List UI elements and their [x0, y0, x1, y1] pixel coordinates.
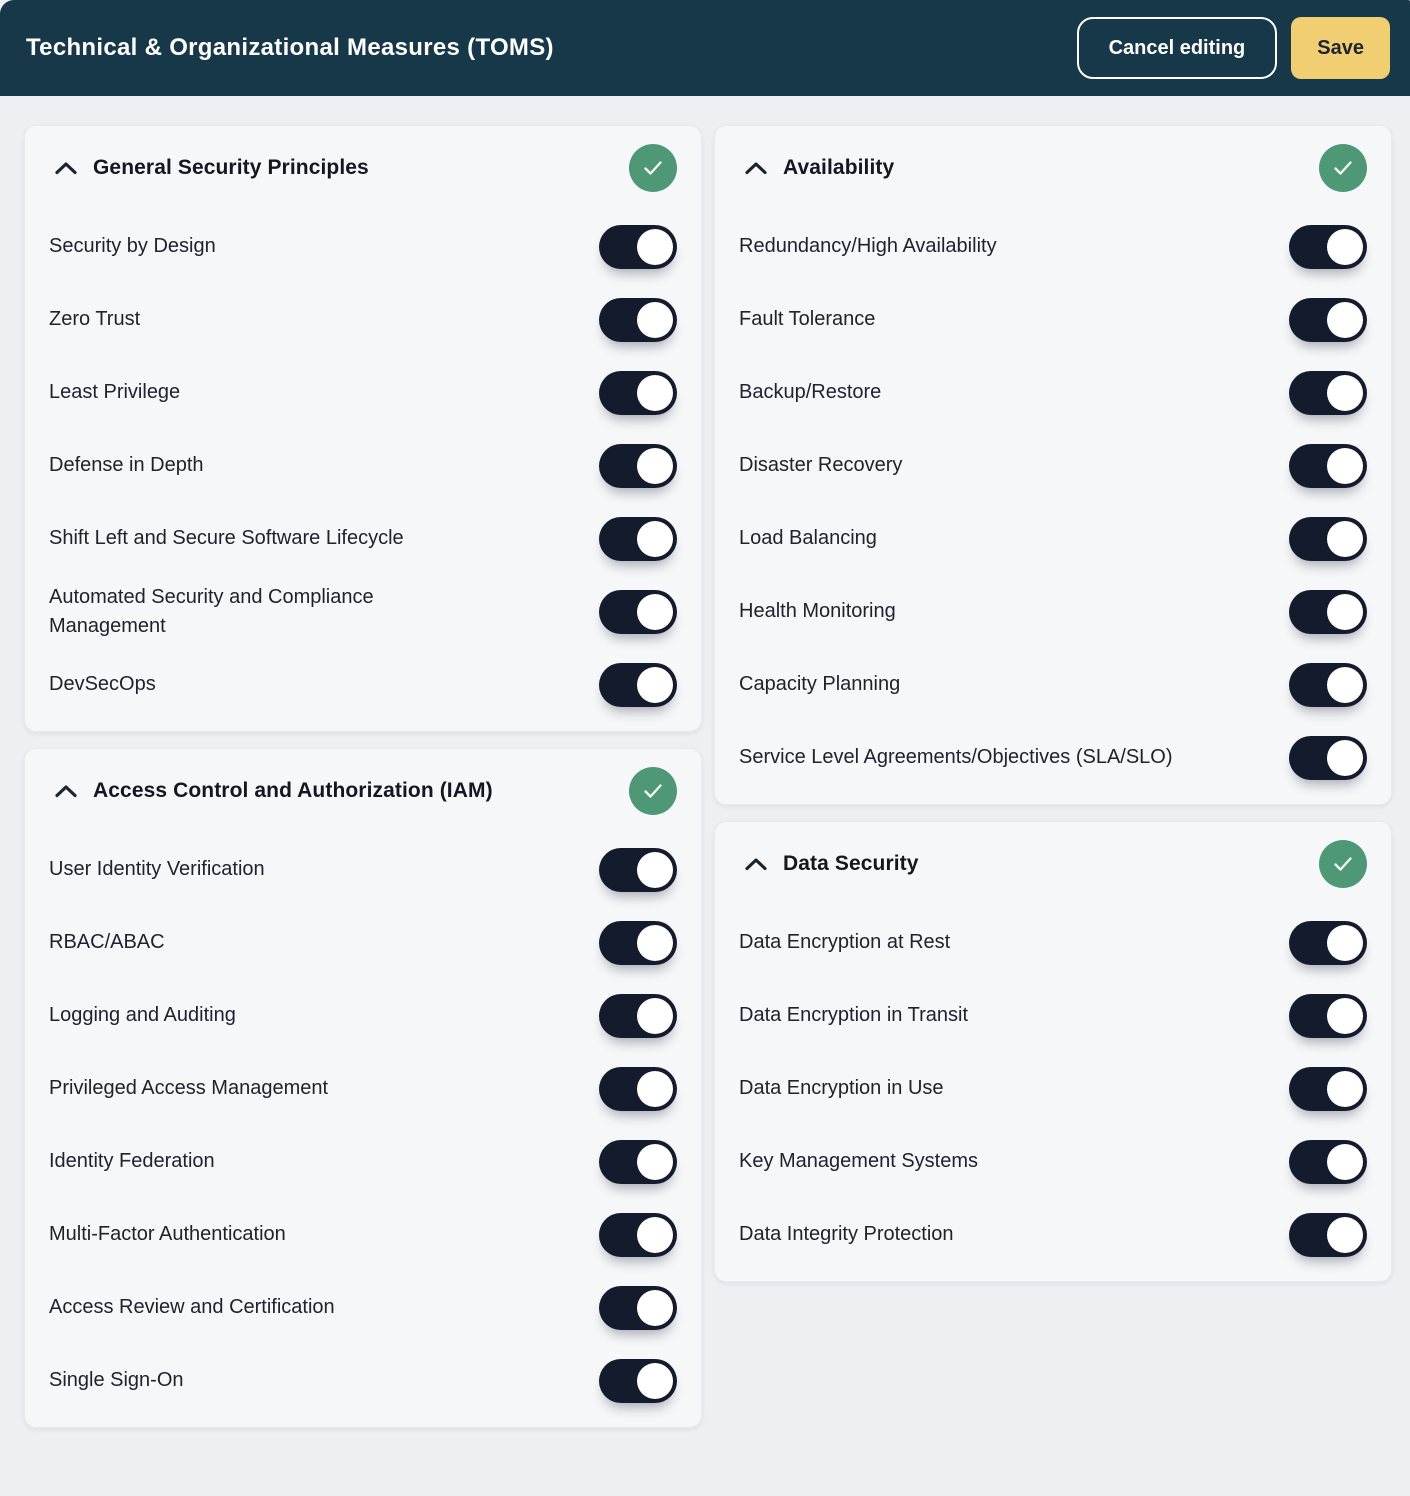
- measure-label: Key Management Systems: [739, 1150, 978, 1172]
- measure-label: Data Encryption in Use: [739, 1077, 944, 1099]
- right-column: [714, 125, 1392, 1282]
- measure-label: Logging and Auditing: [49, 1004, 236, 1026]
- toggle-knob: [1327, 229, 1363, 265]
- toggle-knob: [1327, 925, 1363, 961]
- measure-toggle[interactable]: [599, 225, 677, 269]
- section-rows: [49, 833, 677, 1417]
- measure-toggle[interactable]: [599, 848, 677, 892]
- section-title: Data Security: [783, 852, 919, 875]
- collapse-section-button[interactable]: [49, 774, 83, 808]
- measure-row: [49, 1344, 677, 1417]
- measure-label: Backup/Restore: [739, 381, 882, 403]
- section-title: Availability: [783, 156, 895, 179]
- section-title: Access Control and Authorization (IAM): [93, 779, 493, 802]
- measure-toggle[interactable]: [599, 444, 677, 488]
- page-header: [0, 0, 1410, 96]
- measure-toggle[interactable]: [599, 1286, 677, 1330]
- section-complete-badge: [629, 767, 677, 815]
- check-icon: [1331, 852, 1355, 876]
- toggle-knob: [637, 925, 673, 961]
- toggle-knob: [637, 667, 673, 703]
- section-complete-badge: [1319, 840, 1367, 888]
- measure-toggle[interactable]: [599, 1213, 677, 1257]
- measure-label: Disaster Recovery: [739, 454, 903, 476]
- measure-row: [49, 1052, 677, 1125]
- measures-section-card: [24, 125, 702, 732]
- measure-row: [739, 1125, 1367, 1198]
- toggle-knob: [637, 1144, 673, 1180]
- measure-label: Defense in Depth: [49, 454, 204, 476]
- measure-toggle[interactable]: [1289, 371, 1367, 415]
- measure-row: [49, 429, 677, 502]
- measure-label: Service Level Agreements/Objectives (SLA/SLO): [739, 746, 1173, 768]
- measure-row: [739, 979, 1367, 1052]
- measure-row: [49, 833, 677, 906]
- measure-label: Identity Federation: [49, 1150, 215, 1172]
- measure-row: [739, 1052, 1367, 1125]
- toggle-knob: [1327, 740, 1363, 776]
- measure-label: Privileged Access Management: [49, 1077, 329, 1099]
- measure-toggle[interactable]: [599, 921, 677, 965]
- toggle-knob: [637, 521, 673, 557]
- toggle-knob: [637, 448, 673, 484]
- check-icon: [641, 779, 665, 803]
- measure-label: Data Encryption in Transit: [739, 1004, 968, 1026]
- measure-label: Health Monitoring: [739, 600, 896, 622]
- measure-toggle[interactable]: [1289, 1067, 1367, 1111]
- save-button[interactable]: Save: [1291, 17, 1390, 79]
- measure-row: [739, 502, 1367, 575]
- measure-toggle[interactable]: [599, 371, 677, 415]
- measure-toggle[interactable]: [599, 1067, 677, 1111]
- section-rows: [739, 906, 1367, 1271]
- toggle-knob: [637, 229, 673, 265]
- measure-row: [49, 1271, 677, 1344]
- left-column: [24, 125, 702, 1428]
- chevron-up-icon: [54, 784, 78, 798]
- section-header: [739, 840, 1367, 888]
- measures-section-card: [24, 748, 702, 1428]
- measure-toggle[interactable]: [1289, 994, 1367, 1038]
- toggle-knob: [1327, 667, 1363, 703]
- measure-row: [49, 575, 677, 648]
- check-icon: [641, 156, 665, 180]
- section-header: [49, 144, 677, 192]
- measure-row: [739, 429, 1367, 502]
- measure-label: Capacity Planning: [739, 673, 901, 695]
- measure-row: [739, 283, 1367, 356]
- measure-label: RBAC/ABAC: [49, 931, 165, 953]
- measure-row: [739, 210, 1367, 283]
- chevron-up-icon: [744, 161, 768, 175]
- toggle-knob: [1327, 448, 1363, 484]
- measure-label: Data Encryption at Rest: [739, 931, 951, 953]
- measure-toggle[interactable]: [1289, 590, 1367, 634]
- section-complete-badge: [629, 144, 677, 192]
- toggle-knob: [1327, 1217, 1363, 1253]
- toggle-knob: [637, 1290, 673, 1326]
- toggle-knob: [637, 852, 673, 888]
- measure-label: User Identity Verification: [49, 858, 265, 880]
- toggle-knob: [637, 594, 673, 630]
- toggle-knob: [1327, 1071, 1363, 1107]
- measure-toggle[interactable]: [599, 1140, 677, 1184]
- check-icon: [1331, 156, 1355, 180]
- measure-toggle[interactable]: [599, 663, 677, 707]
- measure-label: Fault Tolerance: [739, 308, 876, 330]
- section-title: General Security Principles: [93, 156, 369, 179]
- toggle-knob: [1327, 1144, 1363, 1180]
- header-actions: [1077, 17, 1390, 79]
- measure-label: Automated Security and Compliance Management: [49, 585, 374, 637]
- measure-row: [49, 906, 677, 979]
- measure-label: Load Balancing: [739, 527, 877, 549]
- measure-label: Data Integrity Protection: [739, 1223, 954, 1245]
- chevron-up-icon: [744, 857, 768, 871]
- measure-toggle[interactable]: [599, 517, 677, 561]
- cancel-editing-button[interactable]: Cancel editing: [1077, 17, 1278, 79]
- section-header: [49, 767, 677, 815]
- toggle-knob: [637, 302, 673, 338]
- measure-label: Multi-Factor Authentication: [49, 1223, 286, 1245]
- measure-row: [49, 1198, 677, 1271]
- measures-section-card: [714, 821, 1392, 1282]
- toggle-knob: [637, 998, 673, 1034]
- measure-toggle[interactable]: [1289, 921, 1367, 965]
- measure-toggle[interactable]: [599, 298, 677, 342]
- measure-toggle[interactable]: [1289, 444, 1367, 488]
- section-header: [739, 144, 1367, 192]
- measure-label: Redundancy/High Availability: [739, 235, 997, 257]
- measure-row: [739, 575, 1367, 648]
- measure-label: DevSecOps: [49, 673, 156, 695]
- measure-toggle[interactable]: [1289, 298, 1367, 342]
- measure-toggle[interactable]: [1289, 1140, 1367, 1184]
- section-rows: [49, 210, 677, 721]
- toggle-knob: [637, 1217, 673, 1253]
- toggle-knob: [1327, 302, 1363, 338]
- measures-grid: [0, 96, 1410, 1444]
- measures-section-card: [714, 125, 1392, 805]
- measure-row: [49, 210, 677, 283]
- measure-label: Single Sign-On: [49, 1369, 184, 1391]
- toggle-knob: [637, 1071, 673, 1107]
- measure-label: Shift Left and Secure Software Lifecycle: [49, 527, 404, 549]
- measure-toggle[interactable]: [599, 590, 677, 634]
- toggle-knob: [1327, 375, 1363, 411]
- collapse-section-button[interactable]: [739, 151, 773, 185]
- measure-toggle[interactable]: [1289, 1213, 1367, 1257]
- toggle-knob: [637, 1363, 673, 1399]
- measure-toggle[interactable]: [599, 994, 677, 1038]
- toggle-knob: [637, 375, 673, 411]
- measure-row: [49, 1125, 677, 1198]
- collapse-section-button[interactable]: [49, 151, 83, 185]
- measure-toggle[interactable]: [599, 1359, 677, 1403]
- measure-toggle[interactable]: [1289, 517, 1367, 561]
- section-complete-badge: [1319, 144, 1367, 192]
- measure-row: [739, 356, 1367, 429]
- measure-row: [49, 283, 677, 356]
- chevron-up-icon: [54, 161, 78, 175]
- page-title: Technical & Organizational Measures (TOMS): [26, 34, 554, 61]
- section-rows: [739, 210, 1367, 794]
- measure-toggle[interactable]: [1289, 663, 1367, 707]
- measure-toggle[interactable]: [1289, 736, 1367, 780]
- toggle-knob: [1327, 521, 1363, 557]
- collapse-section-button[interactable]: [739, 847, 773, 881]
- measure-row: [739, 906, 1367, 979]
- measure-row: [49, 979, 677, 1052]
- measure-label: Access Review and Certification: [49, 1296, 335, 1318]
- measure-row: [739, 648, 1367, 721]
- measure-row: [49, 502, 677, 575]
- toggle-knob: [1327, 998, 1363, 1034]
- toggle-knob: [1327, 594, 1363, 630]
- measure-row: [739, 1198, 1367, 1271]
- measure-row: [739, 721, 1367, 794]
- measure-label: Least Privilege: [49, 381, 181, 403]
- measure-row: [49, 356, 677, 429]
- measure-label: Security by Design: [49, 235, 216, 257]
- measure-label: Zero Trust: [49, 308, 141, 330]
- measure-toggle[interactable]: [1289, 225, 1367, 269]
- measure-row: [49, 648, 677, 721]
